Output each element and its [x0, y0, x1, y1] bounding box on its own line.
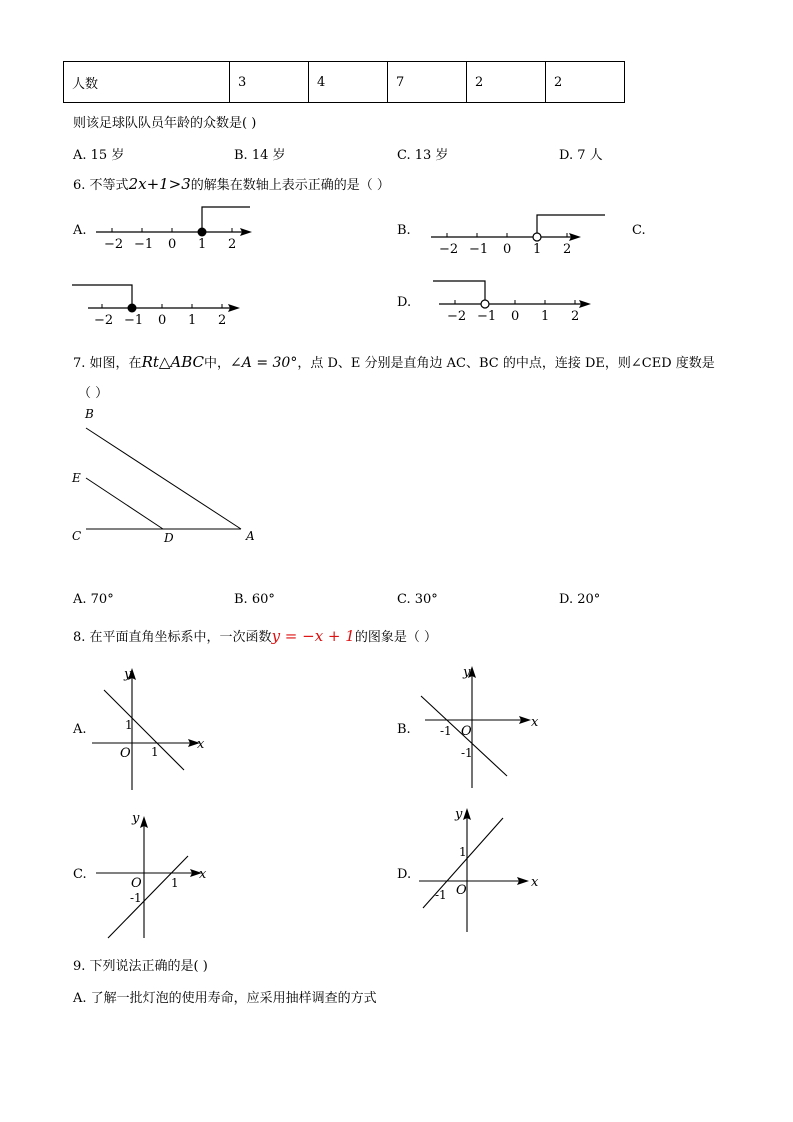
svg-text:1: 1: [541, 309, 550, 324]
svg-text:−2: −2: [94, 313, 114, 328]
q8-label-c: C.: [73, 867, 87, 882]
svg-text:2: 2: [571, 309, 580, 324]
q6-option-d-number-line: [425, 274, 605, 326]
q8-label-b: B.: [397, 722, 411, 737]
q5-stem: 则该足球队队员年龄的众数是( ): [73, 116, 257, 131]
q6-label-b: B.: [397, 223, 411, 238]
svg-text:O: O: [131, 876, 142, 891]
q5-option-d: D. 7 人: [559, 148, 603, 163]
svg-text:0: 0: [503, 242, 512, 257]
q7-option-b: B. 60°: [234, 592, 275, 607]
q6-label-a: A.: [73, 223, 87, 238]
svg-text:x: x: [531, 715, 539, 730]
svg-text:x: x: [199, 867, 207, 882]
svg-text:−1: −1: [469, 242, 489, 257]
q9-stem: 9. 下列说法正确的是( ): [73, 959, 208, 974]
svg-text:−1: −1: [134, 237, 154, 252]
q6-label-d: D.: [397, 295, 412, 310]
q5-option-c: C. 13 岁: [397, 148, 449, 163]
svg-text:y: y: [463, 665, 471, 680]
svg-text:−1: −1: [477, 309, 497, 324]
q6-option-b-number-line: [425, 207, 615, 259]
svg-text:1: 1: [188, 313, 197, 328]
svg-text:O: O: [120, 746, 131, 761]
q7-stem: 7. 如图，在Rt△ABC中，∠A = 30°，点 D、E 分别是直角边 AC、BC 的中点，连接 DE，则∠CED 度数是: [73, 353, 715, 371]
q8-graph-d: [415, 804, 545, 939]
svg-text:x: x: [531, 875, 539, 890]
q8-label-d: D.: [397, 867, 412, 882]
svg-text:-1: -1: [435, 888, 447, 902]
svg-text:y: y: [124, 667, 132, 682]
svg-text:B: B: [85, 407, 94, 421]
svg-text:−2: −2: [439, 242, 459, 257]
q5-option-b: B. 14 岁: [234, 148, 286, 163]
q8-graph-b: [415, 660, 545, 795]
q5-option-a: A. 15 岁: [73, 148, 125, 163]
table-cell: 3: [230, 62, 309, 103]
svg-text:x: x: [197, 737, 205, 752]
q7-answer-paren: （ ）: [78, 386, 109, 401]
svg-text:−2: −2: [447, 309, 467, 324]
svg-text:1: 1: [459, 845, 467, 859]
q8-label-a: A.: [73, 722, 87, 737]
svg-text:−1: −1: [124, 313, 144, 328]
svg-text:1: 1: [533, 242, 542, 257]
q8-stem: 8. 在平面直角坐标系中，一次函数y = −x + 1的图象是（ ）: [73, 627, 437, 645]
svg-text:0: 0: [168, 237, 177, 252]
q9-option-a: A. 了解一批灯泡的使用寿命，应采用抽样调查的方式: [73, 991, 377, 1006]
table-row-header: 人数: [64, 62, 230, 103]
age-count-table: [63, 61, 625, 103]
svg-text:E: E: [72, 471, 81, 485]
q8-graph-a: [90, 662, 220, 797]
svg-text:1: 1: [151, 745, 159, 759]
table-cell: 7: [388, 62, 467, 103]
svg-text:2: 2: [228, 237, 237, 252]
q7-option-a: A. 70°: [73, 592, 114, 607]
q7-option-c: C. 30°: [397, 592, 438, 607]
svg-text:1: 1: [198, 237, 207, 252]
svg-text:O: O: [461, 724, 472, 739]
q6-option-c-number-line: [70, 278, 250, 330]
q6-label-c: C.: [632, 223, 646, 238]
svg-text:A: A: [246, 529, 255, 543]
svg-text:2: 2: [218, 313, 227, 328]
q6-option-a-number-line: [90, 200, 260, 252]
svg-text:D: D: [164, 531, 174, 545]
svg-text:-1: -1: [440, 724, 452, 738]
svg-text:−2: −2: [104, 237, 124, 252]
table-row: [64, 62, 625, 103]
svg-text:-1: -1: [461, 746, 473, 760]
q7-option-d: D. 20°: [559, 592, 601, 607]
q7-triangle-figure: [66, 404, 266, 548]
table-cell: 2: [546, 62, 625, 103]
svg-text:O: O: [456, 883, 467, 898]
svg-text:C: C: [72, 529, 82, 543]
table-cell: 2: [467, 62, 546, 103]
svg-text:-1: -1: [130, 891, 142, 905]
svg-text:0: 0: [158, 313, 167, 328]
q6-stem: 6. 不等式2x+1>3的解集在数轴上表示正确的是（ ）: [73, 175, 390, 193]
svg-text:2: 2: [563, 242, 572, 257]
svg-text:1: 1: [171, 876, 179, 890]
q8-graph-c: [92, 806, 222, 941]
svg-text:1: 1: [125, 718, 133, 732]
svg-text:0: 0: [511, 309, 520, 324]
table-cell: 4: [309, 62, 388, 103]
svg-text:y: y: [455, 807, 463, 822]
svg-text:y: y: [132, 811, 140, 826]
